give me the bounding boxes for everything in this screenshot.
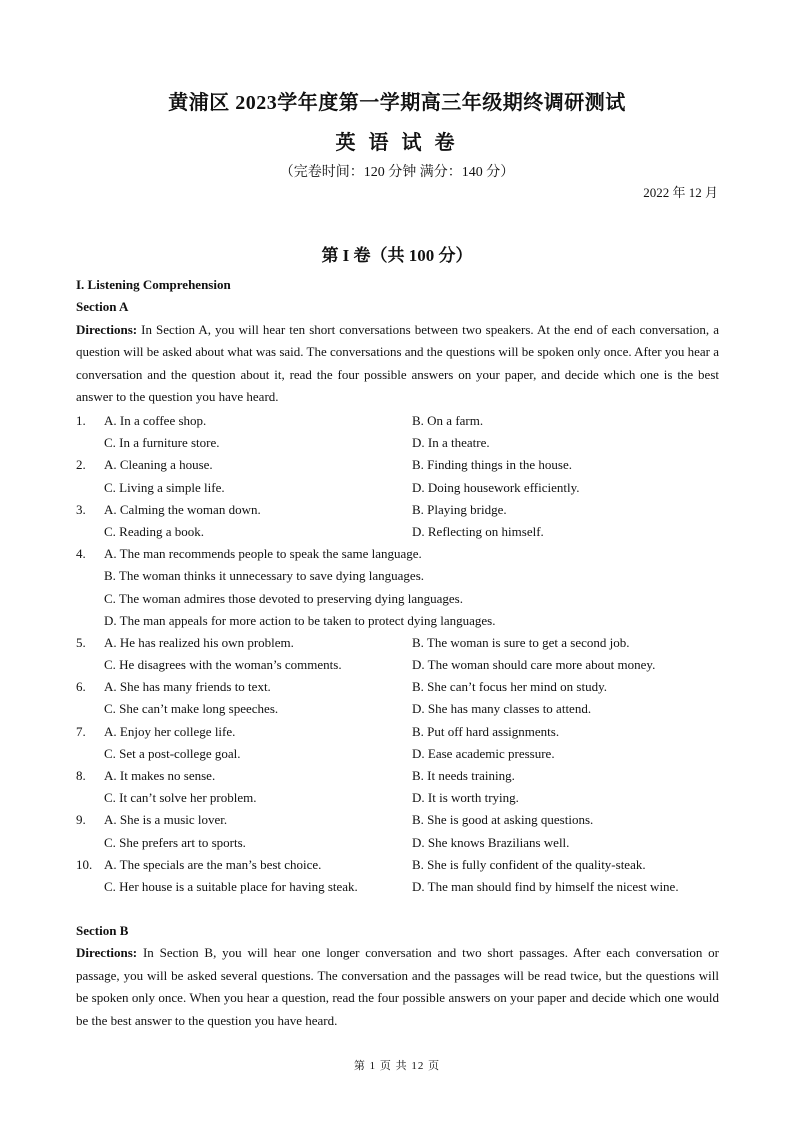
page-footer: 第 1 页 共 12 页 bbox=[353, 1060, 441, 1072]
option-c: C. Reading a book. bbox=[104, 523, 205, 539]
question-number: 8. bbox=[76, 768, 86, 783]
question-item bbox=[76, 632, 719, 676]
exam-title: 黄浦区 2023学年度第一学期高三年级期终调研测试 bbox=[168, 92, 626, 114]
option-a: A. The specials are the man’s best choice. bbox=[104, 856, 322, 872]
option-b: B. Playing bridge. bbox=[412, 501, 507, 517]
question-item bbox=[76, 499, 719, 543]
option-d: D. The man should find by himself the nicest wine. bbox=[412, 878, 679, 894]
option-d: D. Reflecting on himself. bbox=[412, 523, 544, 539]
question-item bbox=[76, 410, 719, 454]
option-b: B. The woman is sure to get a second job. bbox=[412, 634, 630, 650]
section-b-heading: Section B bbox=[76, 923, 129, 938]
directions-text: In Section A, you will hear ten short conversations between two speakers. At the end of each conversation, a question will be asked about what was said. The conversations and the questions will be spoken only once. After you hear a conversation and the question about it, read the four possible answers on your paper, and decide which one is the best answer to the question you have heard. bbox=[76, 321, 719, 405]
question-number: 10. bbox=[76, 856, 93, 872]
question-number: 9. bbox=[76, 812, 86, 828]
option-d: D. The man appeals for more action to be taken to protect dying languages. bbox=[104, 612, 496, 628]
section-b-directions bbox=[76, 942, 719, 1032]
option-b: B. She is good at asking questions. bbox=[412, 812, 594, 828]
question-number: 5. bbox=[76, 634, 86, 650]
option-d: D. It is worth trying. bbox=[412, 790, 519, 806]
option-a: A. Calming the woman down. bbox=[104, 501, 261, 517]
question-item bbox=[76, 721, 719, 765]
question-number: 1. bbox=[76, 413, 86, 428]
question-list bbox=[76, 410, 719, 898]
option-a: A. Cleaning a house. bbox=[104, 457, 213, 473]
option-a: A. In a coffee shop. bbox=[104, 413, 207, 428]
option-a: A. She has many friends to text. bbox=[104, 679, 271, 695]
directions-label: Directions: bbox=[76, 321, 138, 337]
option-b: B. She can’t focus her mind on study. bbox=[412, 679, 607, 695]
option-c: C. She can’t make long speeches. bbox=[104, 701, 279, 717]
option-c: C. She prefers art to sports. bbox=[104, 834, 246, 850]
option-c: C. He disagrees with the woman’s comments. bbox=[104, 657, 342, 673]
directions-text: In Section B, you will hear one longer conversation and two short passages. After each conversation or passage, you will be asked several questions. The conversation and the passages will be read twice, but the questions will be spoken only once. When you hear a question, read the four possible answers on your paper and decide which one would be the best answer to the question you have heard. bbox=[76, 945, 719, 1028]
option-b: B. It needs training. bbox=[412, 768, 515, 783]
section-a-block bbox=[76, 274, 719, 408]
question-item bbox=[76, 543, 719, 632]
option-c: C. The woman admires those devoted to preserving dying languages. bbox=[104, 590, 463, 606]
question-item bbox=[76, 454, 719, 498]
option-a: A. The man recommends people to speak the same language. bbox=[104, 546, 422, 562]
option-a: A. He has realized his own problem. bbox=[104, 634, 294, 650]
option-d: D. She knows Brazilians well. bbox=[412, 834, 570, 850]
question-item bbox=[76, 854, 719, 898]
listening-heading: I. Listening Comprehension bbox=[76, 277, 231, 292]
option-b: B. On a farm. bbox=[412, 413, 484, 428]
question-number: 2. bbox=[76, 457, 86, 473]
option-a: A. She is a music lover. bbox=[104, 812, 228, 828]
time-score-info: （完卷时间：120 分钟 满分：140 分） bbox=[279, 165, 515, 180]
section-b-block bbox=[76, 920, 719, 1032]
option-c: C. In a furniture store. bbox=[104, 435, 220, 451]
option-c: C. Set a post-college goal. bbox=[104, 745, 241, 761]
option-c: C. Her house is a suitable place for having steak. bbox=[104, 878, 358, 894]
question-number: 6. bbox=[76, 679, 86, 695]
part-title: 第 I 卷（共 100 分） bbox=[321, 246, 473, 265]
option-a: A. It makes no sense. bbox=[104, 768, 216, 783]
question-number: 3. bbox=[76, 501, 86, 517]
question-item bbox=[76, 676, 719, 720]
option-d: D. Doing housework efficiently. bbox=[412, 479, 580, 495]
option-c: C. Living a simple life. bbox=[104, 479, 225, 495]
option-c: C. It can’t solve her problem. bbox=[104, 790, 257, 806]
option-d: D. She has many classes to attend. bbox=[412, 701, 592, 717]
section-a-heading: Section A bbox=[76, 299, 129, 315]
option-b: B. She is fully confident of the quality-steak. bbox=[412, 856, 646, 872]
question-item bbox=[76, 765, 719, 809]
subject-title: 英 语 试 卷 bbox=[335, 132, 459, 154]
question-number: 4. bbox=[76, 546, 86, 562]
option-d: D. The woman should care more about money. bbox=[412, 657, 656, 673]
question-item bbox=[76, 809, 719, 853]
option-d: D. In a theatre. bbox=[412, 435, 490, 451]
option-b: B. Finding things in the house. bbox=[412, 457, 572, 473]
exam-date: 2022 年 12 月 bbox=[643, 185, 718, 200]
directions-label: Directions: bbox=[76, 945, 138, 961]
question-number: 7. bbox=[76, 723, 86, 739]
option-b: B. The woman thinks it unnecessary to save dying languages. bbox=[104, 568, 425, 584]
option-d: D. Ease academic pressure. bbox=[412, 745, 555, 761]
section-a-directions bbox=[76, 319, 719, 409]
option-b: B. Put off hard assignments. bbox=[412, 723, 560, 739]
option-a: A. Enjoy her college life. bbox=[104, 723, 236, 739]
